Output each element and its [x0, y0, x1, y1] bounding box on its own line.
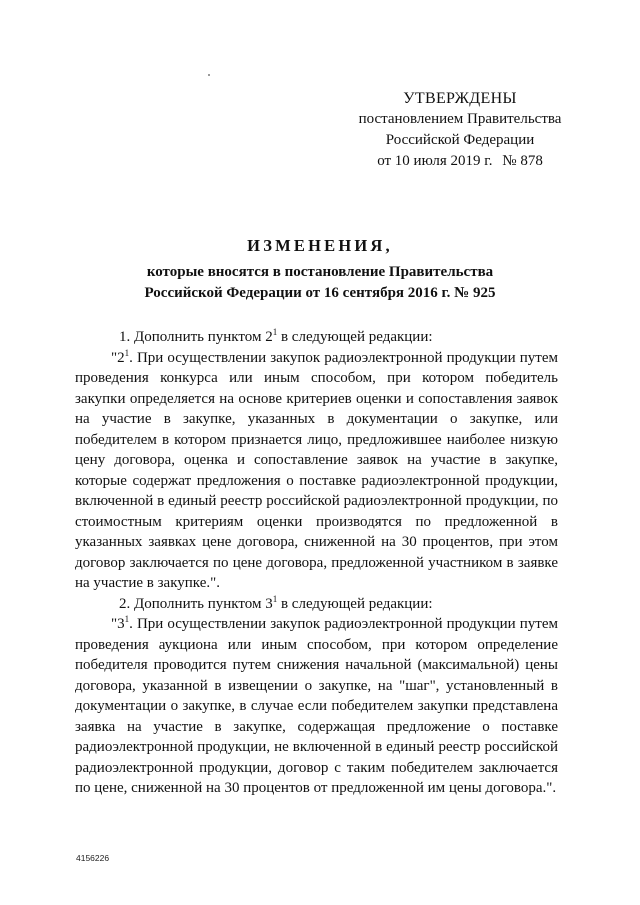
document-id: 4156226 [76, 853, 110, 863]
item-2-intro-text: 2. Дополнить пунктом 3 [119, 595, 273, 612]
approval-stamp-block [340, 88, 580, 172]
item-2-quote-superscript: 1 [124, 614, 130, 624]
approval-line-1: постановлением Правительства [358, 111, 562, 127]
item-2-intro [75, 594, 558, 615]
item-1-quote-open: "2 [111, 349, 125, 366]
item-1-intro-text: 1. Дополнить пунктом 2 [119, 329, 273, 345]
item-2-quote-open: "3 [111, 616, 125, 632]
item-2-quoted-text [75, 614, 558, 799]
item-2-quote-body: . При осуществлении закупок радиоэлектронной продукции путем проведения аукциона или иным способом, при котором определение победителя проводится путем снижения начальной (максимальной) цены договора, указанной в извещении о закупке, на "шаг", установленный в документации о закупке, в случае если победителем закупки представлена заявка на участие в закупке, содержащая предложение о поставке радиоэлектронной продукции, не включенной в единый реестр российской радиоэлектронной продукции, договор с таким победителем заключается по цене, сниженной на 30 процентов от предложенной им цены договора.". [75, 616, 558, 796]
item-1-quote-superscript: 1 [124, 347, 130, 358]
approval-date: от 10 июля 2019 г. [377, 153, 493, 169]
document-title: ИЗМЕНЕНИЯ, [247, 236, 393, 255]
document-body [75, 327, 558, 799]
subtitle-line-2: Российской Федерации от 16 сентября 2016 г. № 925 [144, 285, 496, 301]
approval-line-2: Российской Федерации [385, 132, 535, 148]
approval-number: 878 [520, 153, 543, 169]
item-2-intro-tail: в следующей редакции: [277, 595, 433, 612]
approval-date-line [340, 151, 580, 172]
item-1-intro-tail: в следующей редакции: [277, 329, 433, 345]
approval-number-sign: № [502, 153, 517, 169]
subtitle-line-1: которые вносятся в постановление Правительства [146, 264, 494, 280]
document-subtitle [80, 262, 560, 304]
approval-heading: УТВЕРЖДЕНЫ [403, 90, 517, 107]
item-2-intro-superscript: 1 [272, 593, 278, 604]
item-1-intro-superscript: 1 [272, 327, 278, 337]
scan-speck [208, 74, 210, 76]
item-1-intro [75, 327, 558, 348]
item-1-quoted-text [75, 348, 558, 594]
item-1-quote-body: . При осуществлении закупок радиоэлектронной продукции путем проведения конкурса или иным способом, при котором победитель закупки определяется на основе критериев оценки и сопоставления заявок на участие в закупке, указанных в документации о закупке, или победителем в котором признается лицо, предложившее наиболее низкую цену договора, оценка и сопоставление заявок на участие в закупке, которые содержат предложения о поставке радиоэлектронной продукции, включенной в единый реестр российской радиоэлектронной продукции, по стоимостным критериям оценки производятся по предложенной в указанных заявках цене договора, сниженной на 30 процентов, при этом договор заключается по цене договора, предложенной участником в заявке на участие в закупке.". [75, 349, 558, 591]
